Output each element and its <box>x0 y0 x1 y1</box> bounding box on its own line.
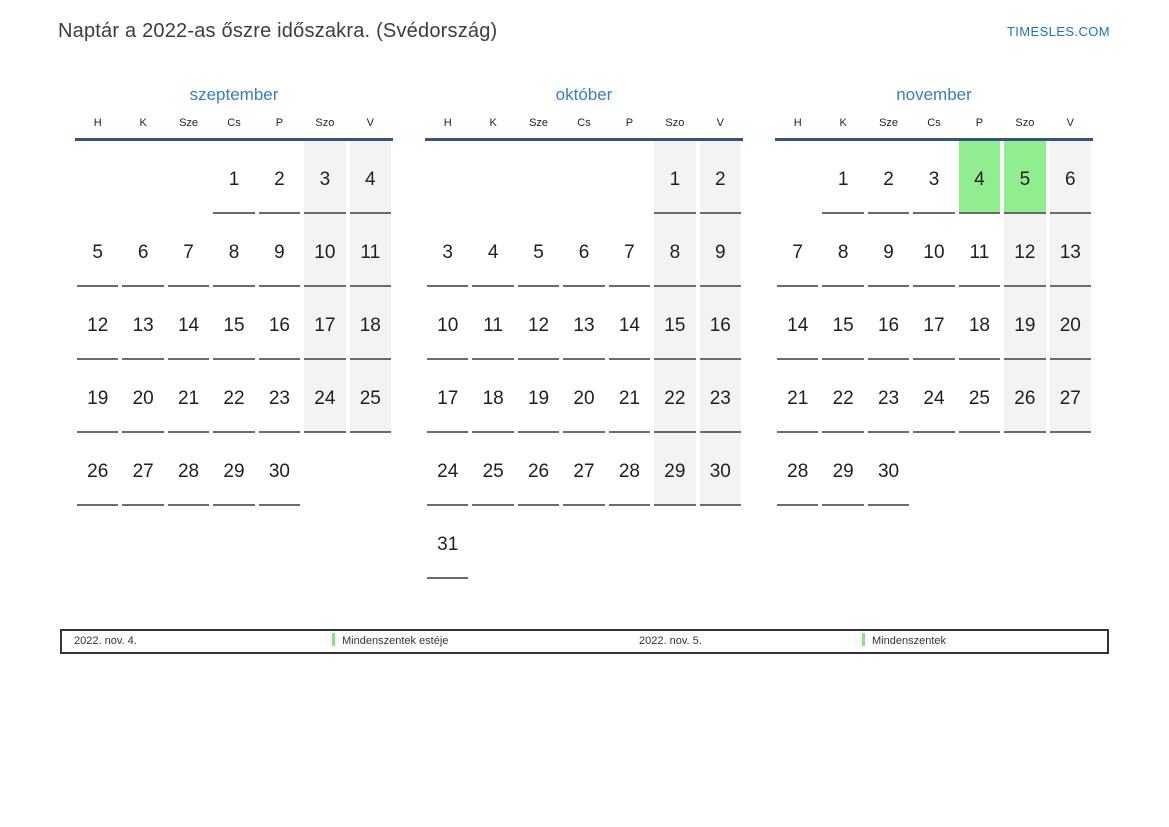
day-cell-empty <box>472 506 513 579</box>
weekday-label: Sze <box>529 117 549 129</box>
legend-entry <box>862 631 946 652</box>
weekday-label: K <box>839 117 847 129</box>
day-cell-15: 15 <box>213 287 254 360</box>
day-cell-8: 8 <box>654 214 695 287</box>
weekday-header-row <box>425 117 743 141</box>
day-cell-27: 27 <box>563 433 604 506</box>
day-cell-13: 13 <box>563 287 604 360</box>
day-cell-26: 26 <box>518 433 559 506</box>
day-cell-11: 11 <box>350 214 391 287</box>
day-cell-24: 24 <box>304 360 345 433</box>
day-cell-5: 5 <box>77 214 118 287</box>
day-cell-2: 2 <box>700 141 741 214</box>
weekday-label: Cs <box>577 117 591 129</box>
day-cell-4: 4 <box>472 214 513 287</box>
day-cell-23: 23 <box>700 360 741 433</box>
day-cell-4: 4 <box>959 141 1000 214</box>
day-cell-10: 10 <box>913 214 954 287</box>
day-cell-13: 13 <box>1050 214 1091 287</box>
holiday-marker-icon <box>862 633 865 646</box>
weekday-header-row <box>75 117 393 141</box>
day-cell-12: 12 <box>77 287 118 360</box>
day-cell-empty <box>777 141 818 214</box>
day-cell-19: 19 <box>1004 287 1045 360</box>
day-cell-9: 9 <box>868 214 909 287</box>
day-cell-empty <box>168 141 209 214</box>
day-cell-20: 20 <box>122 360 163 433</box>
day-cell-29: 29 <box>213 433 254 506</box>
day-cell-16: 16 <box>868 287 909 360</box>
day-cell-empty <box>304 433 345 506</box>
month-október <box>425 85 743 579</box>
day-cell-25: 25 <box>350 360 391 433</box>
holiday-marker-icon <box>332 633 335 646</box>
day-cell-21: 21 <box>777 360 818 433</box>
day-cell-5: 5 <box>518 214 559 287</box>
day-cell-6: 6 <box>1050 141 1091 214</box>
legend-date: 2022. nov. 4. <box>74 635 137 647</box>
day-cell-31: 31 <box>427 506 468 579</box>
day-cell-empty <box>518 141 559 214</box>
day-cell-20: 20 <box>1050 287 1091 360</box>
day-cell-8: 8 <box>822 214 863 287</box>
day-cell-25: 25 <box>959 360 1000 433</box>
weekday-label: K <box>139 117 147 129</box>
day-cell-7: 7 <box>609 214 650 287</box>
day-cell-empty <box>77 141 118 214</box>
weekday-label: H <box>793 117 802 129</box>
weekday-label: V <box>716 117 724 129</box>
day-cell-12: 12 <box>1004 214 1045 287</box>
month-november <box>775 85 1093 579</box>
day-cell-empty <box>1050 433 1091 506</box>
day-cell-empty <box>609 506 650 579</box>
weekday-label: Szo <box>1015 117 1035 129</box>
day-cell-empty <box>350 433 391 506</box>
day-cell-22: 22 <box>654 360 695 433</box>
weekday-label: V <box>1066 117 1074 129</box>
weekday-label: P <box>975 117 984 129</box>
day-cell-3: 3 <box>913 141 954 214</box>
day-cell-28: 28 <box>777 433 818 506</box>
weekday-label: Cs <box>927 117 941 129</box>
weekday-label: Szo <box>665 117 685 129</box>
day-cell-24: 24 <box>427 433 468 506</box>
weekday-label: H <box>93 117 102 129</box>
day-cell-empty <box>563 506 604 579</box>
weekday-label: V <box>366 117 374 129</box>
day-cell-9: 9 <box>700 214 741 287</box>
day-cell-empty <box>1004 433 1045 506</box>
day-cell-14: 14 <box>168 287 209 360</box>
day-cell-18: 18 <box>959 287 1000 360</box>
day-cell-10: 10 <box>427 287 468 360</box>
day-cell-10: 10 <box>304 214 345 287</box>
day-cell-5: 5 <box>1004 141 1045 214</box>
day-cell-15: 15 <box>822 287 863 360</box>
day-cell-13: 13 <box>122 287 163 360</box>
weekday-label: Sze <box>179 117 199 129</box>
day-cell-empty <box>654 506 695 579</box>
calendars <box>75 85 1093 579</box>
legend-holiday-name: Mindenszentek <box>872 635 946 647</box>
site-link[interactable]: TIMESLES.COM <box>1006 24 1110 39</box>
day-cell-25: 25 <box>472 433 513 506</box>
month-title: október <box>555 85 613 104</box>
day-cell-16: 16 <box>259 287 300 360</box>
day-cell-17: 17 <box>427 360 468 433</box>
day-cell-6: 6 <box>122 214 163 287</box>
day-cell-empty <box>472 141 513 214</box>
day-cell-12: 12 <box>518 287 559 360</box>
day-cell-9: 9 <box>259 214 300 287</box>
day-cell-15: 15 <box>654 287 695 360</box>
month-title: szeptember <box>189 85 279 104</box>
day-cell-empty <box>427 141 468 214</box>
day-cell-1: 1 <box>654 141 695 214</box>
day-cell-19: 19 <box>518 360 559 433</box>
day-cell-4: 4 <box>350 141 391 214</box>
page-title: Naptár a 2022-as őszre időszakra. (Svédország) <box>58 20 498 42</box>
day-cell-23: 23 <box>259 360 300 433</box>
day-cell-30: 30 <box>868 433 909 506</box>
days-grid <box>75 141 393 506</box>
day-cell-21: 21 <box>609 360 650 433</box>
legend-date: 2022. nov. 5. <box>639 635 702 647</box>
day-cell-empty <box>122 141 163 214</box>
day-cell-empty <box>700 506 741 579</box>
day-cell-30: 30 <box>700 433 741 506</box>
day-cell-29: 29 <box>822 433 863 506</box>
day-cell-20: 20 <box>563 360 604 433</box>
day-cell-30: 30 <box>259 433 300 506</box>
day-cell-26: 26 <box>77 433 118 506</box>
day-cell-14: 14 <box>609 287 650 360</box>
day-cell-17: 17 <box>913 287 954 360</box>
day-cell-28: 28 <box>168 433 209 506</box>
day-cell-empty <box>609 141 650 214</box>
day-cell-28: 28 <box>609 433 650 506</box>
day-cell-18: 18 <box>472 360 513 433</box>
day-cell-1: 1 <box>822 141 863 214</box>
day-cell-1: 1 <box>213 141 254 214</box>
day-cell-7: 7 <box>777 214 818 287</box>
day-cell-7: 7 <box>168 214 209 287</box>
day-cell-2: 2 <box>259 141 300 214</box>
day-cell-18: 18 <box>350 287 391 360</box>
day-cell-11: 11 <box>959 214 1000 287</box>
weekday-label: H <box>443 117 452 129</box>
day-cell-3: 3 <box>427 214 468 287</box>
day-cell-empty <box>959 433 1000 506</box>
weekday-label: K <box>489 117 497 129</box>
day-cell-24: 24 <box>913 360 954 433</box>
day-cell-17: 17 <box>304 287 345 360</box>
weekday-label: P <box>275 117 284 129</box>
day-cell-8: 8 <box>213 214 254 287</box>
days-grid <box>425 141 743 579</box>
day-cell-empty <box>563 141 604 214</box>
day-cell-6: 6 <box>563 214 604 287</box>
day-cell-22: 22 <box>822 360 863 433</box>
day-cell-empty <box>913 433 954 506</box>
month-szeptember <box>75 85 393 579</box>
day-cell-16: 16 <box>700 287 741 360</box>
day-cell-26: 26 <box>1004 360 1045 433</box>
day-cell-2: 2 <box>868 141 909 214</box>
day-cell-23: 23 <box>868 360 909 433</box>
legend-holiday-name: Mindenszentek estéje <box>342 635 449 647</box>
day-cell-29: 29 <box>654 433 695 506</box>
weekday-label: Szo <box>315 117 335 129</box>
legend-entry <box>332 631 448 652</box>
day-cell-19: 19 <box>77 360 118 433</box>
weekday-label: Sze <box>879 117 899 129</box>
day-cell-empty <box>518 506 559 579</box>
day-cell-27: 27 <box>122 433 163 506</box>
days-grid <box>775 141 1093 506</box>
weekday-header-row <box>775 117 1093 141</box>
day-cell-27: 27 <box>1050 360 1091 433</box>
day-cell-3: 3 <box>304 141 345 214</box>
day-cell-21: 21 <box>168 360 209 433</box>
day-cell-14: 14 <box>777 287 818 360</box>
weekday-label: Cs <box>227 117 241 129</box>
day-cell-22: 22 <box>213 360 254 433</box>
month-title: november <box>896 85 972 104</box>
holiday-legend <box>60 629 1109 654</box>
weekday-label: P <box>625 117 634 129</box>
day-cell-11: 11 <box>472 287 513 360</box>
